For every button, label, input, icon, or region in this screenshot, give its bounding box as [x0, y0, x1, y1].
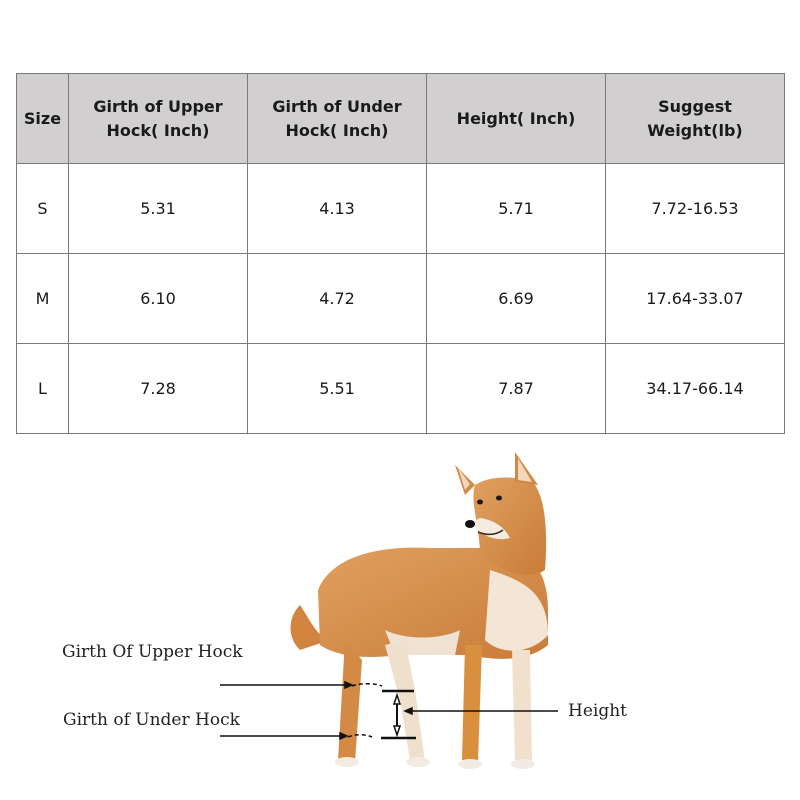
cell-height: 6.69 [427, 254, 606, 344]
cell-upper-hock: 7.28 [69, 344, 248, 434]
table-header-row [17, 74, 785, 164]
cell-size: M [17, 254, 69, 344]
label-under-hock: Girth of Under Hock [63, 710, 240, 730]
table-row [17, 164, 785, 254]
cell-size: S [17, 164, 69, 254]
measurement-diagram [0, 440, 800, 800]
cell-upper-hock: 5.31 [69, 164, 248, 254]
header-under-hock: Girth of Under Hock( Inch) [248, 74, 427, 164]
cell-under-hock: 4.72 [248, 254, 427, 344]
label-upper-hock: Girth Of Upper Hock [62, 642, 243, 662]
size-chart-table [16, 73, 785, 434]
cell-height: 5.71 [427, 164, 606, 254]
header-height: Height( Inch) [427, 74, 606, 164]
measurement-lines [220, 682, 558, 739]
cell-upper-hock: 6.10 [69, 254, 248, 344]
dog-illustration [0, 440, 800, 800]
cell-size: L [17, 344, 69, 434]
table-row [17, 344, 785, 434]
table-row [17, 254, 785, 344]
header-upper-hock: Girth of Upper Hock( Inch) [69, 74, 248, 164]
cell-weight: 17.64-33.07 [606, 254, 785, 344]
header-size: Size [17, 74, 69, 164]
cell-under-hock: 4.13 [248, 164, 427, 254]
cell-weight: 7.72-16.53 [606, 164, 785, 254]
cell-height: 7.87 [427, 344, 606, 434]
header-weight: Suggest Weight(lb) [606, 74, 785, 164]
label-height: Height [568, 701, 627, 721]
cell-weight: 34.17-66.14 [606, 344, 785, 434]
cell-under-hock: 5.51 [248, 344, 427, 434]
